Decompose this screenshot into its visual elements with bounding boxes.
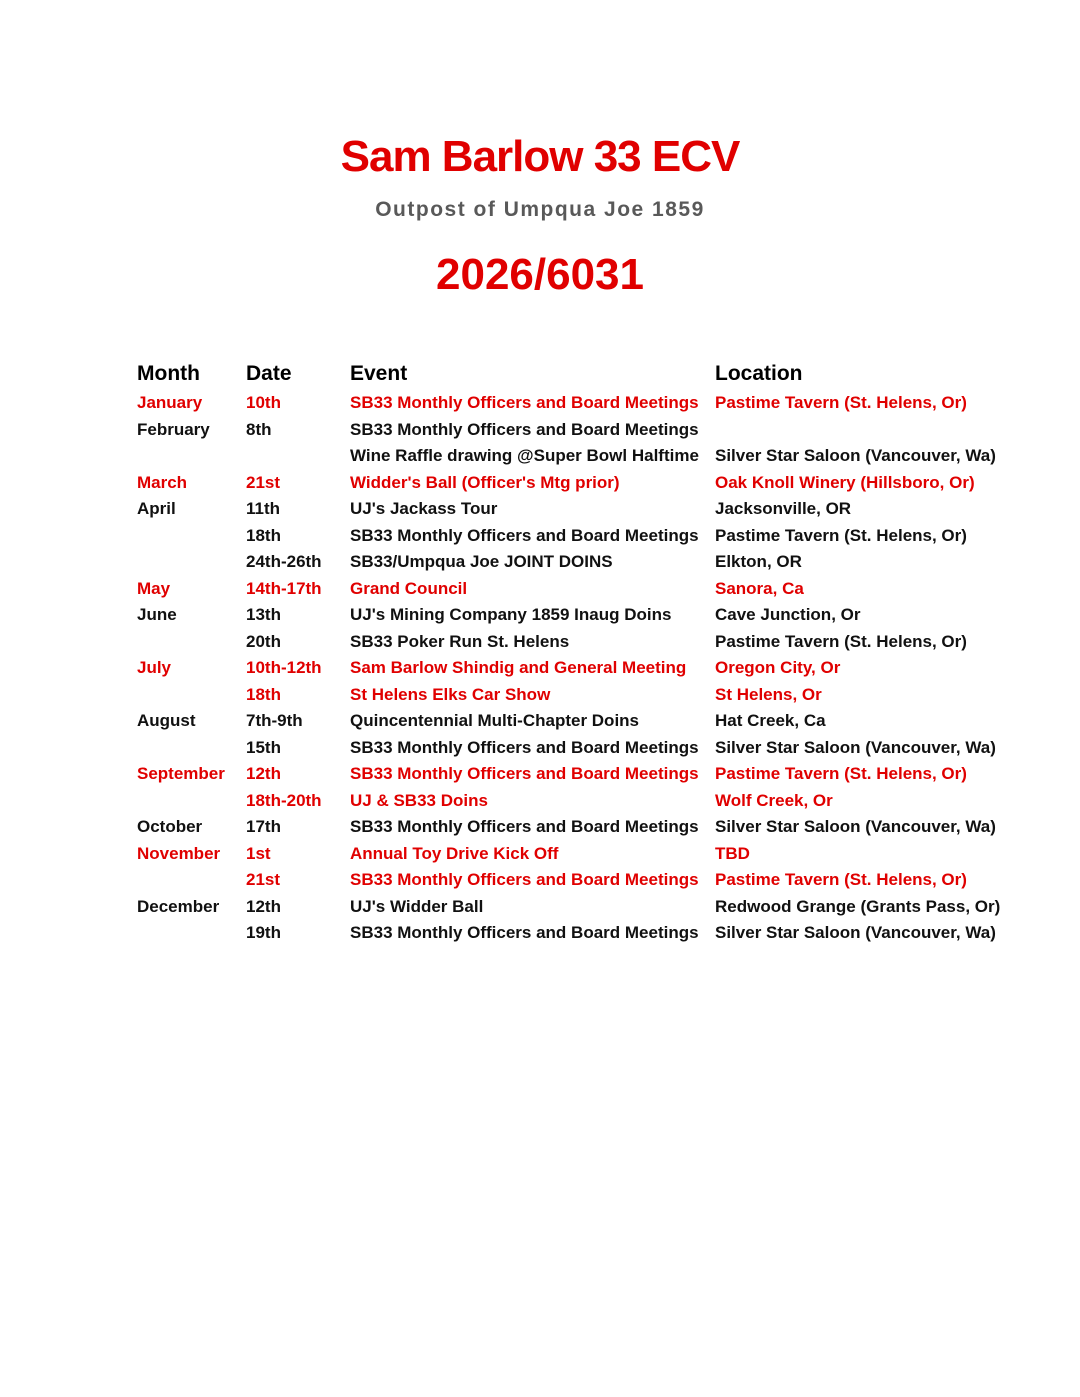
event-cell: SB33 Monthly Officers and Board Meetings	[350, 870, 699, 890]
location-cell: Pastime Tavern (St. Helens, Or)	[715, 631, 967, 651]
month-cell: December	[137, 896, 220, 916]
date-cell: 18th-20th	[246, 790, 322, 810]
events-table	[137, 358, 1017, 947]
table-row	[137, 576, 1017, 603]
event-cell: SB33 Monthly Officers and Board Meetings	[350, 419, 699, 439]
date-cell: 18th	[246, 684, 281, 704]
month-cell: March	[137, 472, 188, 492]
table-row	[137, 602, 1017, 629]
column-header-date: Date	[246, 362, 292, 385]
month-cell: May	[137, 578, 171, 598]
table-body	[137, 390, 1017, 947]
event-cell: SB33 Poker Run St. Helens	[350, 631, 570, 651]
date-cell: 17th	[246, 817, 281, 837]
date-cell: 12th	[246, 896, 281, 916]
location-cell: TBD	[715, 843, 750, 863]
event-cell: SB33 Monthly Officers and Board Meetings	[350, 923, 699, 943]
column-header-month: Month	[137, 362, 200, 385]
date-cell: 24th-26th	[246, 552, 322, 572]
month-cell: August	[137, 711, 196, 731]
location-cell: Silver Star Saloon (Vancouver, Wa)	[715, 446, 996, 466]
table-row	[137, 735, 1017, 762]
event-cell: Wine Raffle drawing @Super Bowl Halftime	[350, 446, 699, 466]
date-cell: 14th-17th	[246, 578, 322, 598]
month-cell: September	[137, 764, 225, 784]
date-cell: 10th	[246, 393, 281, 413]
table-row	[137, 708, 1017, 735]
event-cell: SB33 Monthly Officers and Board Meetings	[350, 764, 699, 784]
event-cell: Widder's Ball (Officer's Mtg prior)	[350, 472, 620, 492]
date-cell: 11th	[246, 499, 281, 519]
table-row	[137, 894, 1017, 921]
date-cell: 21st	[246, 870, 281, 890]
table-row	[137, 443, 1017, 470]
table-row	[137, 920, 1017, 947]
event-cell: Sam Barlow Shindig and General Meeting	[350, 658, 687, 678]
location-cell: Jacksonville, OR	[715, 499, 852, 519]
date-cell: 18th	[246, 525, 281, 545]
table-row	[137, 470, 1017, 497]
table-row	[137, 390, 1017, 417]
event-cell: Grand Council	[350, 578, 468, 598]
location-cell: Cave Junction, Or	[715, 605, 861, 625]
location-cell: Pastime Tavern (St. Helens, Or)	[715, 393, 967, 413]
date-cell: 15th	[246, 737, 281, 757]
table-row	[137, 417, 1017, 444]
event-cell: SB33 Monthly Officers and Board Meetings	[350, 525, 699, 545]
month-cell: June	[137, 605, 177, 625]
page-title: Sam Barlow 33 ECV	[340, 132, 740, 181]
location-cell: Elkton, OR	[715, 552, 802, 572]
month-cell: July	[137, 658, 172, 678]
date-cell: 12th	[246, 764, 281, 784]
table-row	[137, 788, 1017, 815]
month-cell: February	[137, 419, 210, 439]
location-cell: Pastime Tavern (St. Helens, Or)	[715, 764, 967, 784]
table-row	[137, 549, 1017, 576]
location-cell: Pastime Tavern (St. Helens, Or)	[715, 870, 967, 890]
date-cell: 21st	[246, 472, 281, 492]
date-cell: 10th-12th	[246, 658, 322, 678]
table-row	[137, 682, 1017, 709]
month-cell: October	[137, 817, 203, 837]
event-cell: SB33 Monthly Officers and Board Meetings	[350, 393, 699, 413]
date-cell: 20th	[246, 631, 281, 651]
location-cell: Wolf Creek, Or	[715, 790, 833, 810]
table-row	[137, 841, 1017, 868]
location-cell: Pastime Tavern (St. Helens, Or)	[715, 525, 967, 545]
event-cell: UJ's Mining Company 1859 Inaug Doins	[350, 605, 672, 625]
schedule-year: 2026/6031	[436, 250, 644, 299]
location-cell: Redwood Grange (Grants Pass, Or)	[715, 896, 1001, 916]
table-row	[137, 523, 1017, 550]
table-row	[137, 629, 1017, 656]
location-cell: Hat Creek, Ca	[715, 711, 826, 731]
table-row	[137, 496, 1017, 523]
table-row	[137, 761, 1017, 788]
location-cell: St Helens, Or	[715, 684, 822, 704]
table-row	[137, 655, 1017, 682]
location-cell: Sanora, Ca	[715, 578, 804, 598]
event-cell: UJ & SB33 Doins	[350, 790, 488, 810]
event-cell: Quincentennial Multi-Chapter Doins	[350, 711, 640, 731]
date-cell: 7th-9th	[246, 711, 303, 731]
location-cell: Silver Star Saloon (Vancouver, Wa)	[715, 737, 996, 757]
table-row	[137, 814, 1017, 841]
event-cell: SB33/Umpqua Joe JOINT DOINS	[350, 552, 613, 572]
table-row	[137, 867, 1017, 894]
event-cell: SB33 Monthly Officers and Board Meetings	[350, 737, 699, 757]
location-cell: Silver Star Saloon (Vancouver, Wa)	[715, 817, 996, 837]
month-cell: November	[137, 843, 221, 863]
event-cell: UJ's Jackass Tour	[350, 499, 498, 519]
column-header-location: Location	[715, 362, 803, 385]
location-cell: Oak Knoll Winery (Hillsboro, Or)	[715, 472, 975, 492]
location-cell: Silver Star Saloon (Vancouver, Wa)	[715, 923, 996, 943]
table-header	[137, 358, 1017, 390]
page-subtitle: Outpost of Umpqua Joe 1859	[375, 198, 705, 221]
event-cell: SB33 Monthly Officers and Board Meetings	[350, 817, 699, 837]
event-cell: UJ's Widder Ball	[350, 896, 484, 916]
month-cell: January	[137, 393, 203, 413]
column-header-event: Event	[350, 362, 408, 385]
date-cell: 1st	[246, 843, 271, 863]
location-cell: Oregon City, Or	[715, 658, 841, 678]
month-cell: April	[137, 499, 176, 519]
date-cell: 8th	[246, 419, 272, 439]
event-cell: St Helens Elks Car Show	[350, 684, 551, 704]
date-cell: 19th	[246, 923, 281, 943]
date-cell: 13th	[246, 605, 281, 625]
event-cell: Annual Toy Drive Kick Off	[350, 843, 559, 863]
